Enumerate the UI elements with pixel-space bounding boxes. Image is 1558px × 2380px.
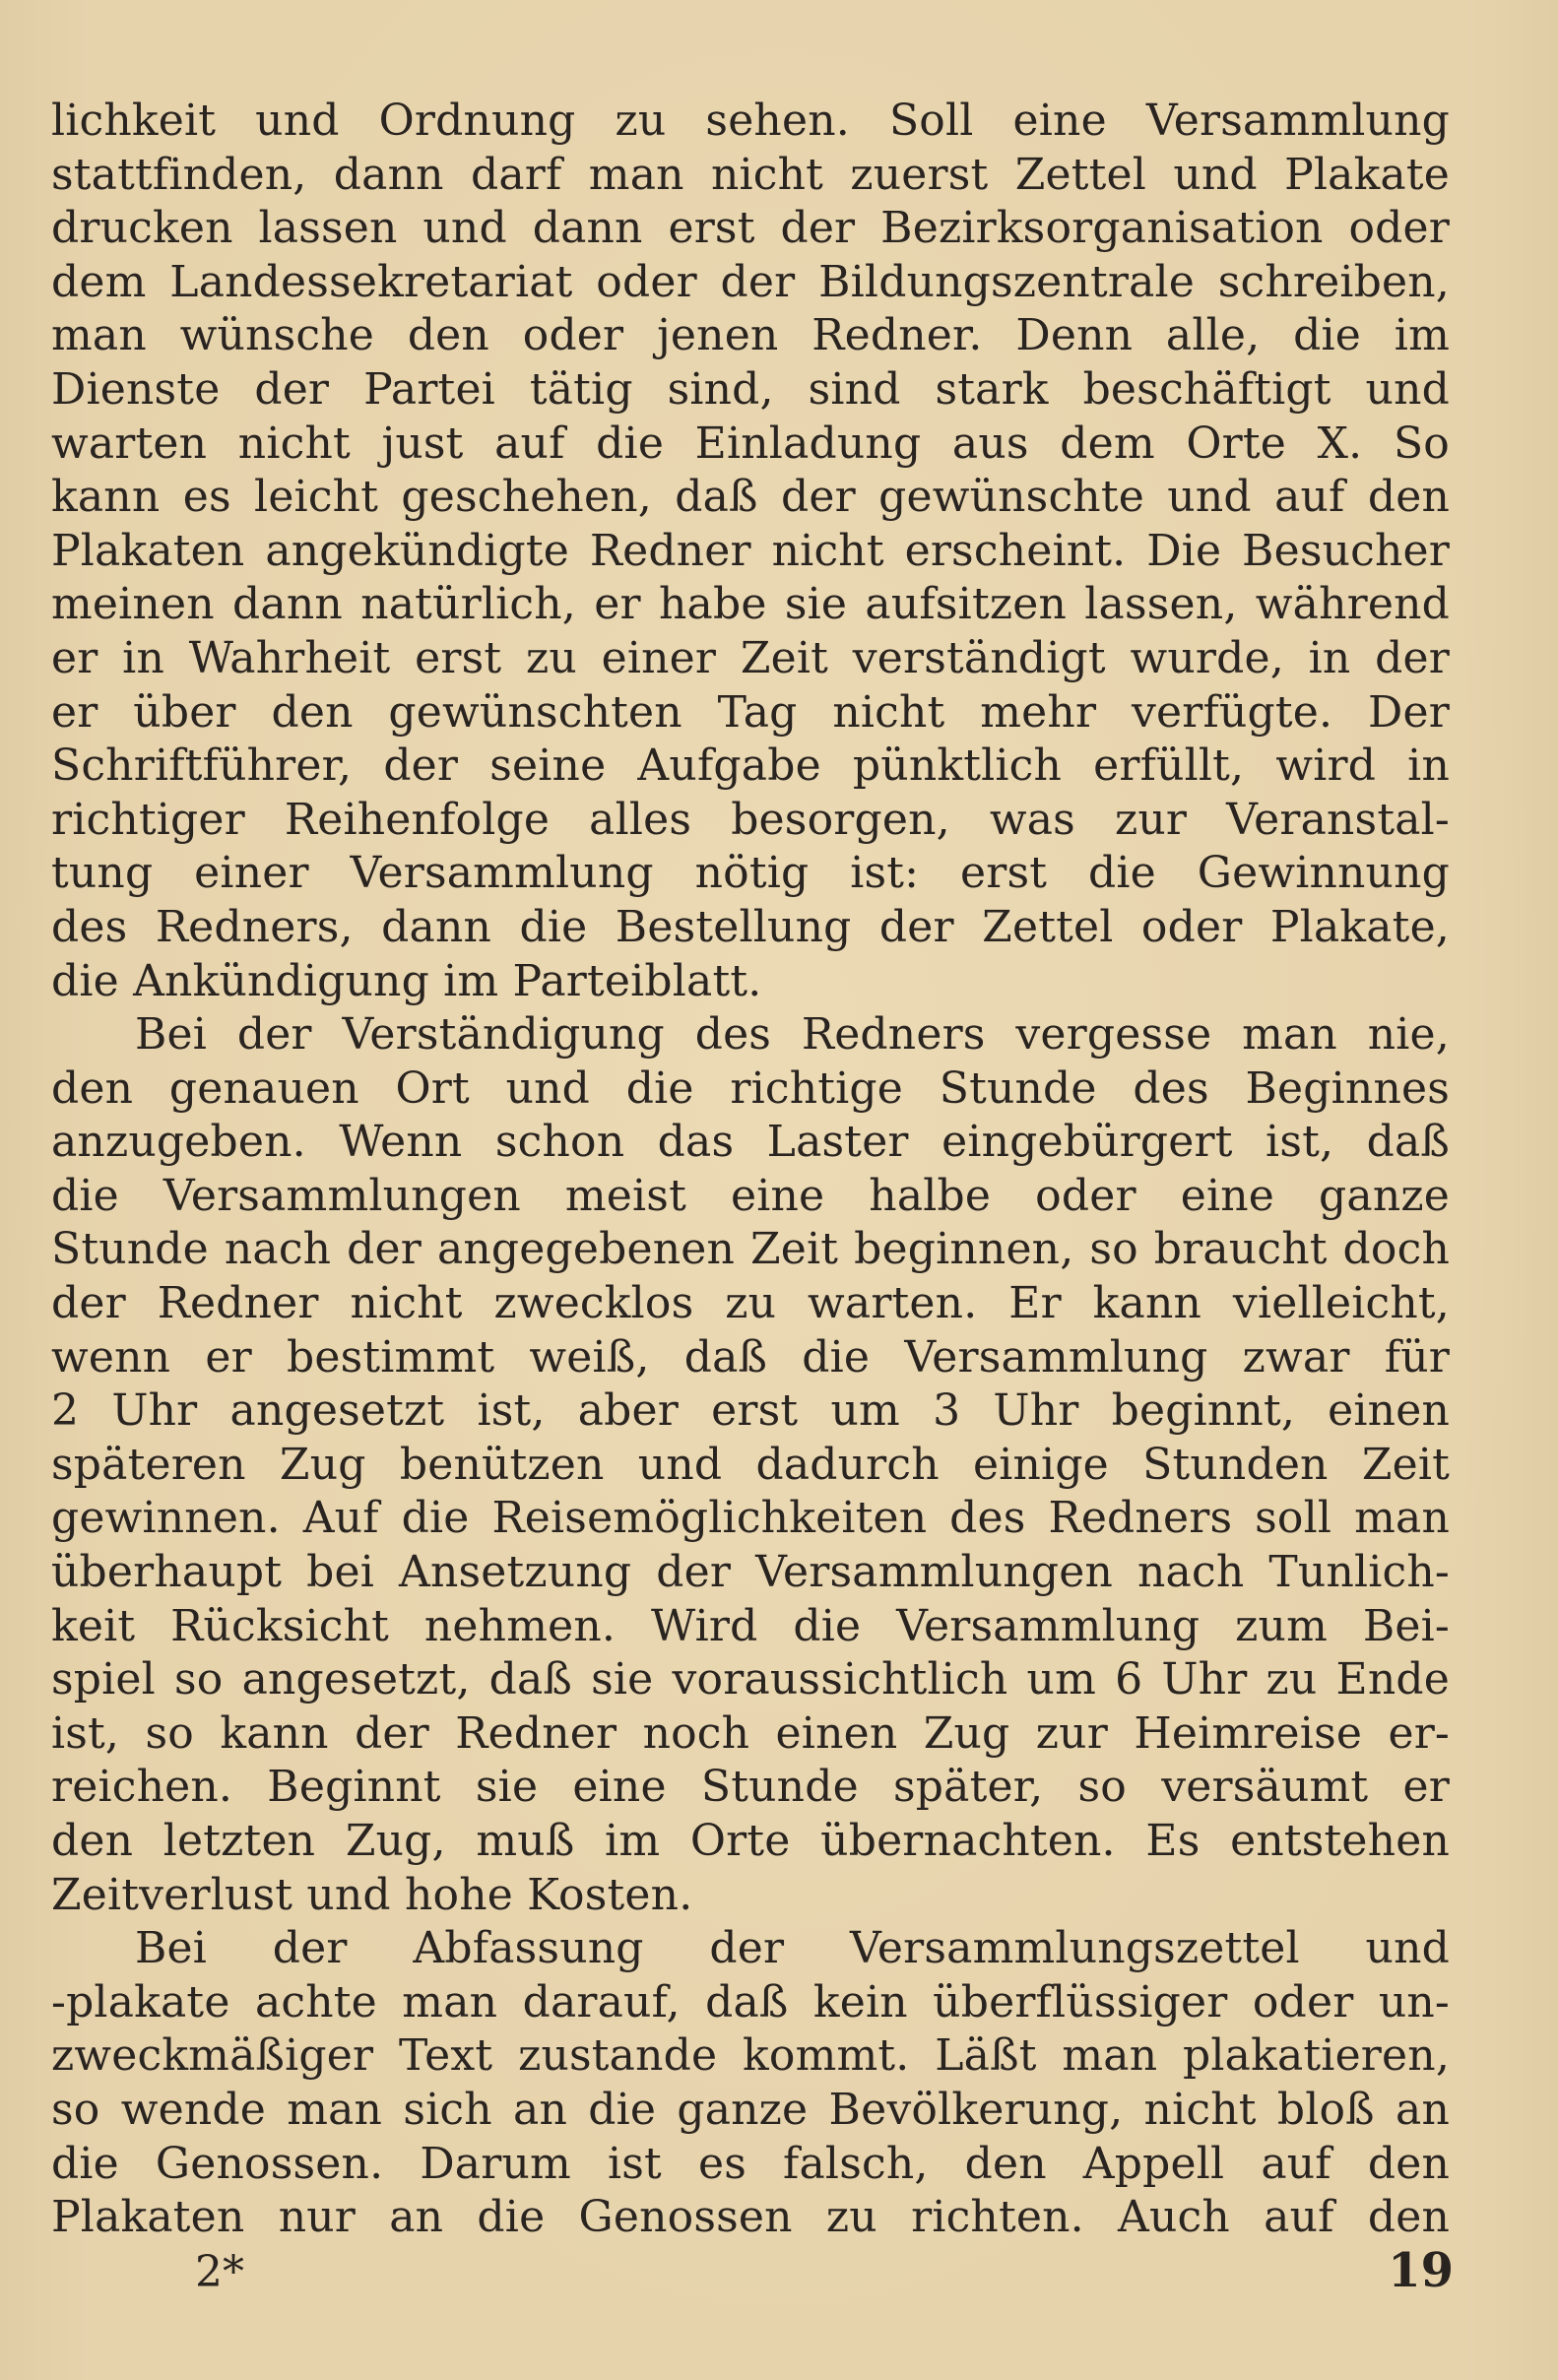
text-line: -plakate achte man darauf, daß kein überflüssiger oder un-	[51, 1976, 1450, 2027]
text-line: reichen. Beginnt sie eine Stunde später, so versäumt er	[51, 1762, 1450, 1813]
page-number: 19	[1388, 2243, 1454, 2298]
body-text	[51, 95, 1450, 2245]
text-line: richtiger Reihenfolge alles besorgen, was zur Veranstal-	[51, 794, 1450, 845]
text-line: keit Rücksicht nehmen. Wird die Versammlung zum Bei-	[51, 1600, 1450, 1651]
text-line: Zeitverlust und hohe Kosten.	[51, 1869, 693, 1920]
text-line: Plakaten angekündigte Redner nicht erscheint. Die Besucher	[51, 525, 1450, 576]
text-line: dem Landessekretariat oder der Bildungszentrale schreiben,	[51, 256, 1450, 307]
text-line: drucken lassen und dann erst der Bezirksorganisation oder	[51, 203, 1450, 254]
text-line: stattfinden, dann darf man nicht zuerst Zettel und Plakate	[51, 149, 1450, 200]
text-line: die Ankündigung im Parteiblatt.	[51, 955, 762, 1006]
text-line: ist, so kann der Redner noch einen Zug zur Heimreise er-	[51, 1707, 1450, 1759]
text-line: so wende man sich an die ganze Bevölkerung, nicht bloß an	[51, 2084, 1450, 2135]
text-line: Bei der Abfassung der Versammlungszettel und	[135, 1923, 1450, 1974]
text-line: kann es leicht geschehen, daß der gewünschte und auf den	[51, 472, 1450, 523]
signature-mark: 2*	[195, 2247, 244, 2297]
text-line: meinen dann natürlich, er habe sie aufsitzen lassen, während	[51, 579, 1450, 630]
text-line: den letzten Zug, muß im Orte übernachten. Es entstehen	[51, 1816, 1450, 1866]
text-line: überhaupt bei Ansetzung der Versammlungen nach Tunlich-	[51, 1547, 1450, 1598]
text-line: er in Wahrheit erst zu einer Zeit verständigt wurde, in der	[51, 632, 1450, 683]
text-line: gewinnen. Auf die Reisemöglichkeiten des Redners soll man	[51, 1493, 1450, 1544]
text-line: Bei der Verständigung des Redners vergesse man nie,	[135, 1009, 1450, 1061]
text-line: die Genossen. Darum ist es falsch, den Appell auf den	[51, 2138, 1450, 2189]
text-line: wenn er bestimmt weiß, daß die Versammlung zwar für	[51, 1331, 1450, 1383]
text-line: warten nicht just auf die Einladung aus dem Orte X. So	[51, 418, 1450, 469]
text-line: tung einer Versammlung nötig ist: erst die Gewinnung	[51, 848, 1450, 899]
text-line: späteren Zug benützen und dadurch einige Stunden Zeit	[51, 1439, 1450, 1490]
text-line: Dienste der Partei tätig sind, sind stark beschäftigt und	[51, 363, 1450, 415]
text-line: lichkeit und Ordnung zu sehen. Soll eine Versammlung	[51, 96, 1450, 146]
text-line: die Versammlungen meist eine halbe oder eine ganze	[51, 1170, 1450, 1221]
text-line: er über den gewünschten Tag nicht mehr verfügte. Der	[51, 686, 1450, 738]
text-line: spiel so angesetzt, daß sie voraussichtlich um 6 Uhr zu Ende	[51, 1654, 1450, 1705]
text-line: anzugeben. Wenn schon das Laster eingebürgert ist, daß	[51, 1117, 1450, 1168]
text-line: Stunde nach der angegebenen Zeit beginnen, so braucht doch	[51, 1224, 1450, 1275]
text-line: Plakaten nur an die Genossen zu richten. Auch auf den	[51, 2192, 1450, 2243]
text-line: des Redners, dann die Bestellung der Zettel oder Plakate,	[51, 901, 1450, 952]
text-line: den genauen Ort und die richtige Stunde des Beginnes	[51, 1062, 1450, 1114]
text-line: zweckmäßiger Text zustande kommt. Läßt man plakatieren,	[51, 2030, 1450, 2082]
text-line: 2 Uhr angesetzt ist, aber erst um 3 Uhr beginnt, einen	[51, 1385, 1450, 1437]
text-line: Schriftführer, der seine Aufgabe pünktlich erfüllt, wird in	[51, 740, 1450, 792]
text-line: man wünsche den oder jenen Redner. Denn alle, die im	[51, 310, 1450, 361]
text-line: der Redner nicht zwecklos zu warten. Er kann vielleicht,	[51, 1278, 1450, 1329]
